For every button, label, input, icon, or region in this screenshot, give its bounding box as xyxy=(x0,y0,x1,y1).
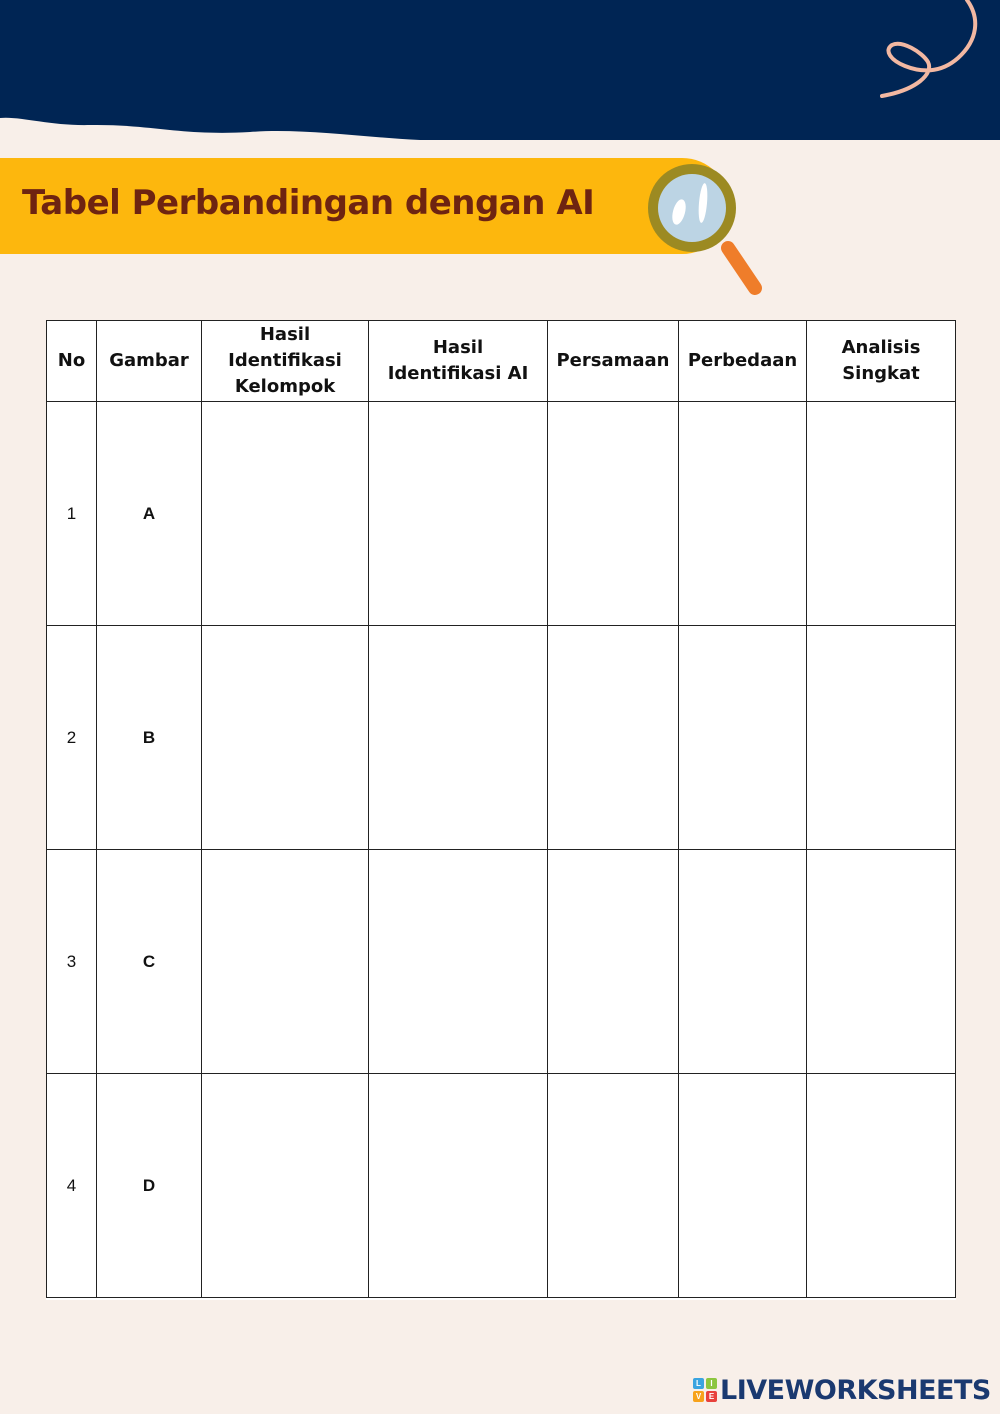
row-number: 1 xyxy=(47,402,97,626)
cell-hasil-ai[interactable] xyxy=(369,402,548,626)
cell-analisis[interactable] xyxy=(807,626,956,850)
brand-name: LIVEWORKSHEETS xyxy=(720,1374,991,1406)
cell-perbedaan[interactable] xyxy=(679,402,807,626)
header-persamaan: Persamaan xyxy=(548,321,679,402)
page-title: Tabel Perbandingan dengan AI xyxy=(22,183,595,223)
liveworksheets-logo[interactable] xyxy=(693,1374,991,1406)
cell-perbedaan[interactable] xyxy=(679,1074,807,1298)
squiggle-decoration xyxy=(870,0,990,105)
header-band xyxy=(0,0,1000,145)
row-image-label: C xyxy=(97,850,202,1074)
cell-perbedaan[interactable] xyxy=(679,850,807,1074)
row-image-label: B xyxy=(97,626,202,850)
cell-hasil-ai[interactable] xyxy=(369,850,548,1074)
comparison-table xyxy=(46,320,956,1298)
cell-analisis[interactable] xyxy=(807,402,956,626)
cell-analisis[interactable] xyxy=(807,1074,956,1298)
magnifier-icon xyxy=(640,158,770,300)
cell-perbedaan[interactable] xyxy=(679,626,807,850)
comparison-table-container xyxy=(46,320,956,1300)
cell-analisis[interactable] xyxy=(807,850,956,1074)
liveworksheets-logo-icon xyxy=(693,1378,717,1402)
logo-letter: L xyxy=(693,1378,704,1389)
cell-persamaan[interactable] xyxy=(548,850,679,1074)
row-number: 3 xyxy=(47,850,97,1074)
cell-hasil-kelompok[interactable] xyxy=(202,1074,369,1298)
row-image-label: D xyxy=(97,1074,202,1298)
logo-letter: I xyxy=(706,1378,717,1389)
cell-hasil-ai[interactable] xyxy=(369,1074,548,1298)
header-hasil-identifikasi-ai: Hasil Identifikasi AI xyxy=(369,321,548,402)
cell-hasil-kelompok[interactable] xyxy=(202,850,369,1074)
cell-hasil-kelompok[interactable] xyxy=(202,402,369,626)
header-no: No xyxy=(47,321,97,402)
logo-letter: V xyxy=(693,1391,704,1402)
cell-hasil-ai[interactable] xyxy=(369,626,548,850)
header-analisis-singkat: Analisis Singkat xyxy=(807,321,956,402)
table-row xyxy=(47,1074,956,1298)
header-hasil-identifikasi-kelompok: Hasil Identifikasi Kelompok xyxy=(202,321,369,402)
cell-persamaan[interactable] xyxy=(548,402,679,626)
row-number: 4 xyxy=(47,1074,97,1298)
table-row xyxy=(47,402,956,626)
row-image-label: A xyxy=(97,402,202,626)
table-header-row xyxy=(47,321,956,402)
table-row xyxy=(47,850,956,1074)
cell-persamaan[interactable] xyxy=(548,626,679,850)
cell-hasil-kelompok[interactable] xyxy=(202,626,369,850)
row-number: 2 xyxy=(47,626,97,850)
logo-letter: E xyxy=(706,1391,717,1402)
header-perbedaan: Perbedaan xyxy=(679,321,807,402)
table-row xyxy=(47,626,956,850)
header-gambar: Gambar xyxy=(97,321,202,402)
cell-persamaan[interactable] xyxy=(548,1074,679,1298)
